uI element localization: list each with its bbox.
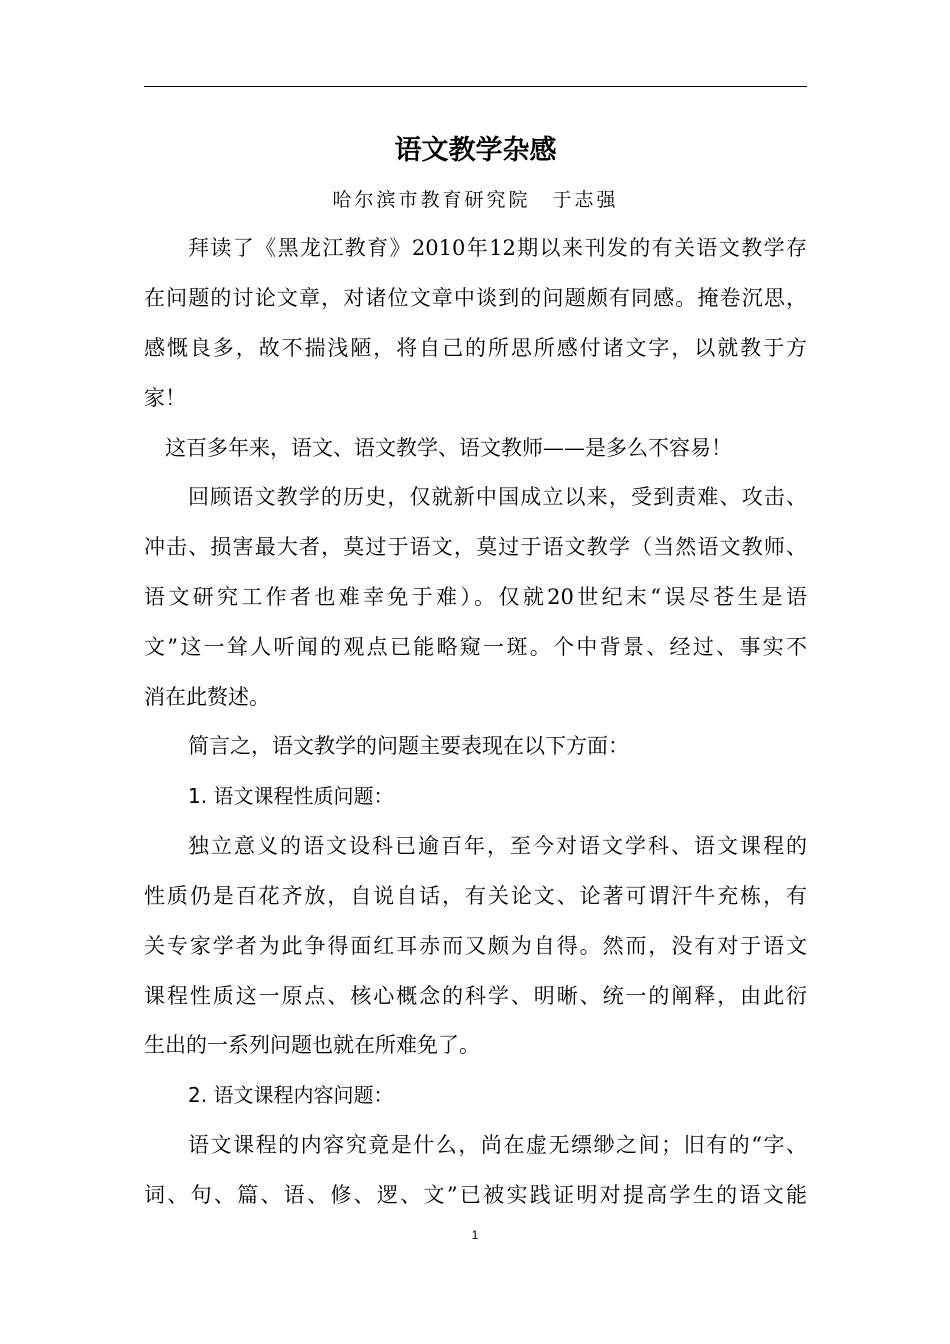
body-line: 词、句、篇、语、修、逻、文”已被实践证明对提高学生的语文能 bbox=[144, 1183, 807, 1207]
body-line: 性质仍是百花齐放，自说自话，有关论文、论著可谓汗牛充栋，有 bbox=[144, 884, 807, 908]
body-line: 语文课程的内容究竟是什么，尚在虚无缥缈之间；旧有的“字、 bbox=[188, 1133, 807, 1157]
page-number: 1 bbox=[471, 1228, 479, 1242]
document-title: 语文教学杂感 bbox=[394, 135, 557, 166]
body-line: 文”这一耸人听闻的观点已能略窥一斑。个中背景、经过、事实不 bbox=[144, 635, 807, 659]
body-line: 家！ bbox=[144, 386, 186, 410]
body-line: 关专家学者为此争得面红耳赤而又颇为自得。然而，没有对于语文 bbox=[144, 934, 807, 958]
body-line: 在问题的讨论文章，对诸位文章中谈到的问题颇有同感。掩卷沉思， bbox=[144, 286, 807, 310]
body-line: 回顾语文教学的历史，仅就新中国成立以来，受到责难、攻击、 bbox=[188, 485, 807, 509]
section-heading: 2. 语文课程内容问题： bbox=[188, 1083, 394, 1107]
body-line: 生出的一系列问题也就在所难免了。 bbox=[144, 1033, 480, 1057]
body-line: 课程性质这一原点、核心概念的科学、明晰、统一的阐释，由此衍 bbox=[144, 984, 807, 1008]
body-line: 消在此赘述。 bbox=[144, 685, 270, 709]
author-line: 哈尔滨市教育研究院 于志强 bbox=[332, 189, 619, 211]
body-line: 独立意义的语文设科已逾百年，至今对语文学科、语文课程的 bbox=[188, 834, 807, 858]
body-line: 简言之，语文教学的问题主要表现在以下方面： bbox=[188, 734, 629, 758]
body-line: 语文研究工作者也难幸免于难）。仅就20世纪末“误尽苍生是语 bbox=[144, 585, 807, 609]
header-rule bbox=[144, 86, 807, 87]
section-heading: 1. 语文课程性质问题： bbox=[188, 784, 394, 808]
body-line: 拜读了《黑龙江教育》2010年12期以来刊发的有关语文教学存 bbox=[188, 236, 807, 260]
body-line: 冲击、损害最大者，莫过于语文，莫过于语文教学（当然语文教师、 bbox=[144, 535, 807, 559]
body-line: 感慨良多，故不揣浅陋，将自己的所思所感付诸文字，以就教于方 bbox=[144, 336, 807, 360]
body-line: 这百多年来，语文、语文教学、语文教师——是多么不容易！ bbox=[165, 436, 732, 460]
